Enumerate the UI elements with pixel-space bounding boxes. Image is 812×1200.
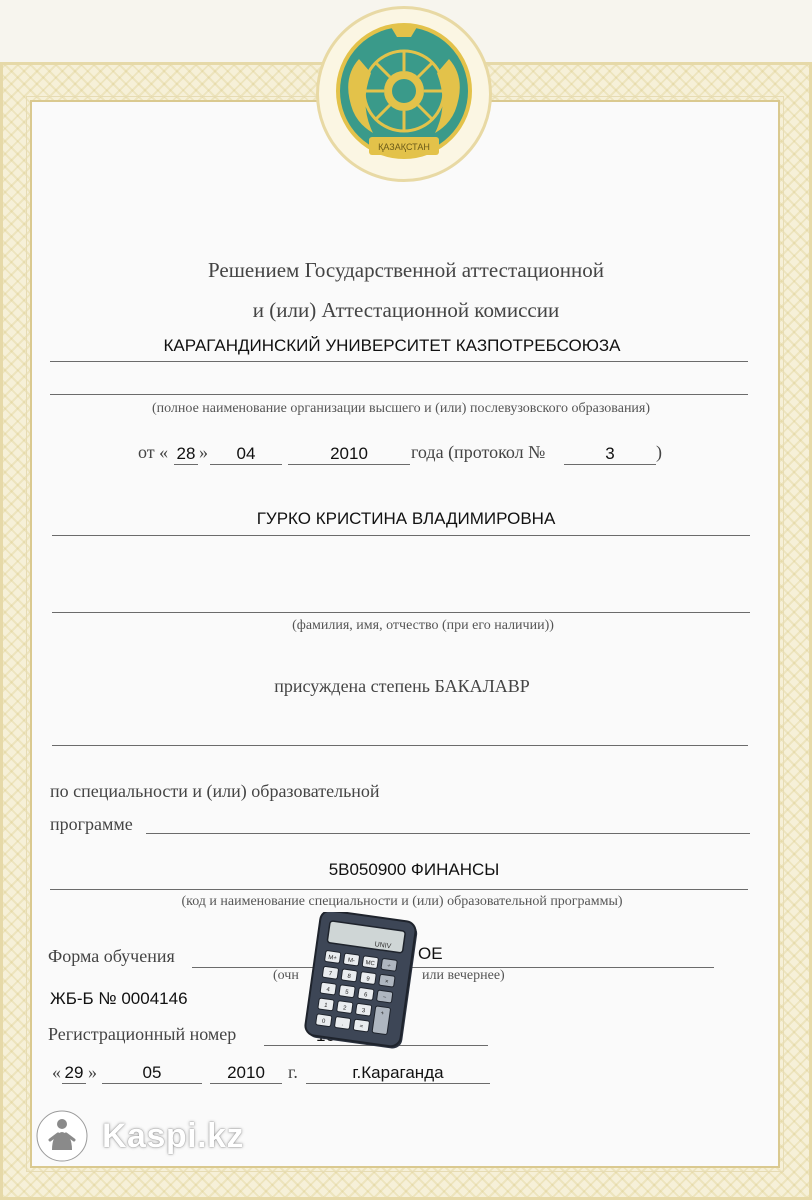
- year-word: года (протокол №: [411, 442, 546, 462]
- state-emblem: [316, 6, 492, 182]
- decision-month: 04: [236, 444, 256, 463]
- date-prefix: от «: [138, 442, 169, 462]
- diploma-series-number: ЖБ-Б № 0004146: [50, 989, 188, 1008]
- specialty-label-line-2: программе: [50, 814, 133, 834]
- issue-date-close: »: [88, 1062, 97, 1082]
- person-full-name: ГУРКО КРИСТИНА ВЛАДИМИРОВНА: [256, 509, 556, 528]
- calculator-key-label: 6: [363, 992, 368, 999]
- study-form-label: Форма обучения: [48, 946, 175, 966]
- study-form-caption-left: (очн: [273, 968, 299, 983]
- issue-day: 29: [64, 1063, 84, 1082]
- issue-year: 2010: [227, 1063, 265, 1082]
- registration-label: Регистрационный номер: [48, 1024, 237, 1044]
- underline: [50, 361, 748, 362]
- kaspi-watermark-text: Kaspi.kz: [102, 1116, 244, 1155]
- underline: [210, 464, 282, 465]
- calculator-label: UNIV: [374, 941, 392, 951]
- underline: [52, 745, 748, 746]
- calculator-key-label: −: [382, 994, 387, 1002]
- organization-name: КАРАГАНДИНСКИЙ УНИВЕРСИТЕТ КАЗПОТРЕБСОЮЗА: [163, 336, 621, 355]
- calculator-key-label: 5: [344, 989, 349, 996]
- specialty-value: 5В050900 ФИНАНСЫ: [328, 860, 500, 879]
- calculator-key-label: 9: [365, 976, 370, 983]
- date-close: ): [656, 442, 662, 462]
- calculator-icon: [304, 912, 424, 1052]
- calculator-key-label: .: [341, 1021, 344, 1028]
- study-form-value: ОЕ: [418, 944, 443, 963]
- specialty-label-line-1: по специальности и (или) образовательной: [50, 781, 380, 801]
- calculator-key-label: M-: [347, 957, 356, 965]
- calculator-key-label: M+: [327, 954, 338, 962]
- issue-city: г.Караганда: [352, 1063, 444, 1082]
- calculator-key-label: 3: [361, 1008, 366, 1015]
- header-line-2: и (или) Аттестационной комиссии: [252, 298, 560, 322]
- emblem-ribbon-text: ҚАЗАҚСТАН: [378, 142, 430, 152]
- underline: [306, 1083, 490, 1084]
- decision-day: 28: [176, 444, 196, 463]
- calculator-sticker: [304, 912, 424, 1057]
- person-caption: (фамилия, имя, отчество (при его наличии)): [292, 618, 554, 633]
- header-line-1: Решением Государственной аттестационной: [208, 258, 604, 282]
- calculator-key-label: 7: [328, 971, 333, 978]
- organization-caption: (полное наименование организации высшего и (или) послевузовского образования): [151, 401, 651, 416]
- calculator-key-label: ÷: [386, 963, 391, 970]
- specialty-caption: (код и наименование специальности и (или) образовательной программы): [181, 894, 623, 909]
- kaspi-watermark: [36, 1110, 244, 1162]
- underline: [210, 1083, 282, 1084]
- kaspi-logo-icon: [36, 1110, 88, 1162]
- calculator-key-label: 8: [346, 973, 352, 981]
- underline: [52, 535, 750, 536]
- calculator-key-label: 1: [323, 1002, 328, 1010]
- calculator-key-label: 0: [321, 1018, 326, 1025]
- underline: [564, 464, 656, 465]
- emblem-icon: [329, 19, 479, 169]
- protocol-number: 3: [605, 444, 615, 463]
- issue-month: 05: [142, 1063, 162, 1082]
- underline: [62, 1083, 86, 1084]
- calculator-key-label: 2: [342, 1005, 347, 1012]
- underline: [288, 464, 410, 465]
- calculator-key-label: 4: [325, 986, 331, 994]
- decision-year: 2010: [330, 444, 368, 463]
- date-mid: »: [199, 442, 208, 462]
- calculator-key-label: +: [380, 1010, 385, 1018]
- underline: [50, 394, 748, 395]
- calculator-key-label: =: [359, 1023, 364, 1031]
- issue-year-abbr: г.: [288, 1062, 298, 1082]
- issue-date-open: «: [52, 1062, 61, 1082]
- study-form-caption-right: или вечернее): [422, 968, 505, 983]
- underline: [52, 612, 750, 613]
- calculator-key-label: MC: [365, 960, 376, 968]
- calculator-key-label: ×: [384, 978, 389, 986]
- underline: [174, 464, 198, 465]
- underline: [146, 833, 750, 834]
- underline: [50, 889, 748, 890]
- degree-text: присуждена степень БАКАЛАВР: [274, 676, 530, 696]
- underline: [102, 1083, 202, 1084]
